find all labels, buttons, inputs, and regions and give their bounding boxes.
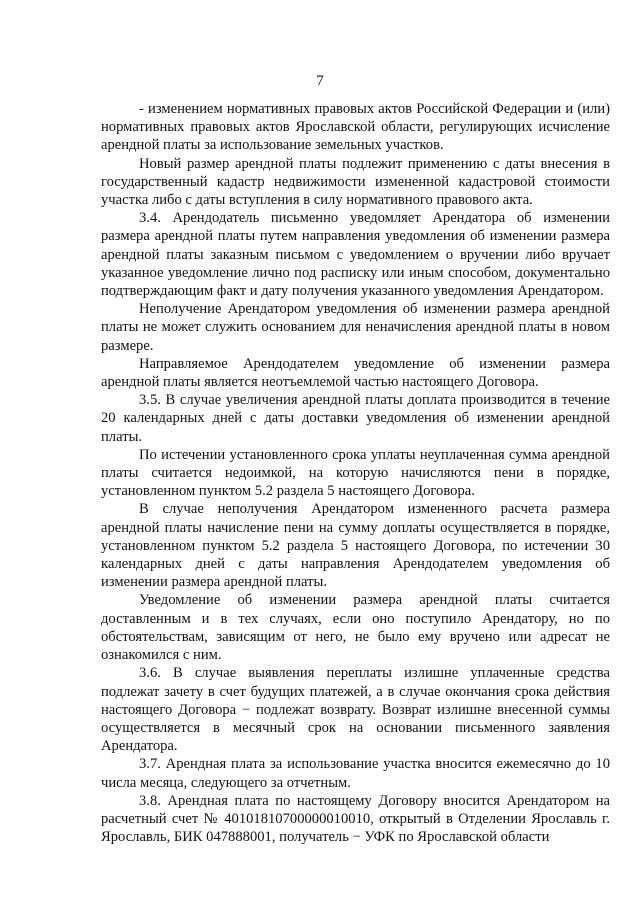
paragraph-3-6: 3.6. В случае выявления переплаты излишне уплаченные средства подлежат зачету в счет будущих платежей, а в случае окончания срока действия настоящего Договора − подлежат возврату. Возврат излишне внесенной суммы осуществляется в месячный срок на основании письменного заявления Арендатора. [101,665,610,755]
paragraph-3-8: 3.8. Арендная плата по настоящему Договору вносится Арендатором на расчетный счет № 40101810700000010010, открытый в Отделении Ярославль г. Ярославль, БИК 047888001, получатель − УФК по Ярославской области [101,792,610,846]
paragraph-3-5: 3.5. В случае увеличения арендной платы доплата производится в течение 20 календарных дней с даты доставки уведомления об изменении арендной платы. [101,392,610,445]
paragraph-notification-part: Направляемое Арендодателем уведомление об изменении размера арендной платы является неотъемлемой частью настоящего Договора. [101,355,610,391]
page-number: 7 [316,73,324,89]
paragraph-3-7: 3.7. Арендная плата за использование участка вносится ежемесячно до 10 числа месяца, следующего за отчетным. [101,756,610,791]
paragraph-3-4: 3.4. Арендодатель письменно уведомляет Арендатора об изменении размера арендной платы путем направления уведомления об изменении размера арендной платы заказным письмом с уведомлением о вручении либо вручает указанное уведомление лично под расписку или иным способом, документально подтверждающим факт и дату получения указанного уведомления Арендатором. [101,210,610,300]
paragraph-delivered: Уведомление об изменении размера арендной платы считается доставленным и в тех случаях, если оно поступило Арендатору, но по обстоятельствам, зависящим от него, не было ему вручено или адресат не ознакомился с ним. [101,592,610,664]
paragraph-non-receipt: Неполучение Арендатором уведомления об изменении размера арендной платы не может служить основанием для неначисления арендной платы в новом размере. [101,301,610,354]
paragraph-new-rent-size: Новый размер арендной платы подлежит применению с даты внесения в государственный кадастр недвижимости измененной кадастровой стоимости участка либо с даты вступления в силу нормативного правового акта. [101,155,610,209]
paragraph-overdue: По истечении установленного срока уплаты неуплаченная сумма арендной платы считается недоимкой, на которую начисляются пени в порядке, установленном пунктом 5.2 раздела 5 настоящего Договора. [101,446,610,500]
document-body [101,100,610,846]
paragraph-normative-acts: - изменением нормативных правовых актов Российской Федерации и (или) нормативных правовых актов Ярославской области, регулирующих исчисление арендной платы за использование земельных участков. [101,101,610,154]
paragraph-penalty: В случае неполучения Арендатором измененного расчета размера арендной платы начисление пени на сумму доплаты осуществляется в порядке, установленном пунктом 5.2 раздела 5 настоящего Договора, по истечении 30 календарных дней с даты направления Арендодателем уведомления об изменении размера арендной платы. [101,501,610,591]
